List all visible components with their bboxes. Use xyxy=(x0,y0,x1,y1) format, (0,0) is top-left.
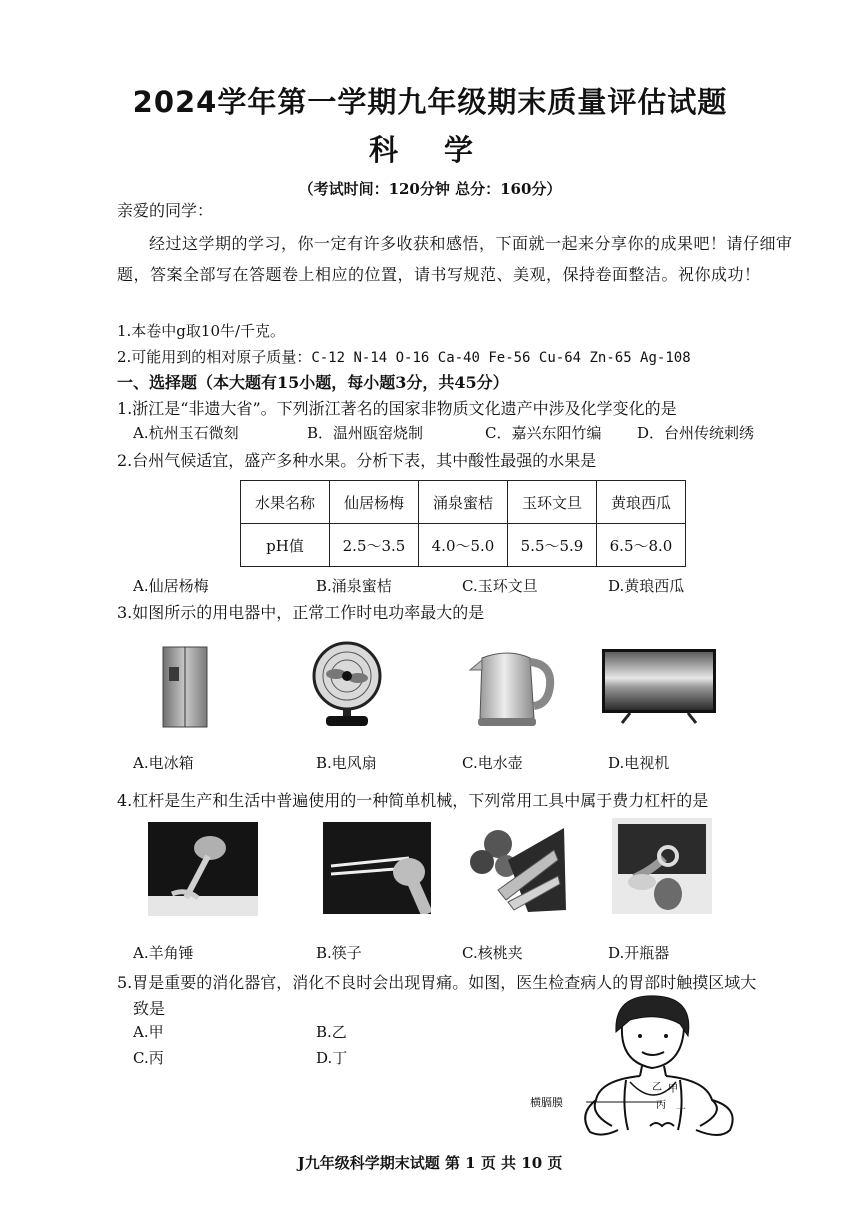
table-row xyxy=(241,524,686,567)
q5-option-b: B.乙 xyxy=(316,1023,347,1041)
diaphragm-label: 横膈膜 xyxy=(530,1096,563,1109)
q3-option-a: A.电冰箱 xyxy=(133,754,194,772)
label-bing: 丙 xyxy=(656,1100,666,1111)
q1-option-a: A.杭州玉石微刻 xyxy=(133,424,239,442)
table-cell: 4.0～5.0 xyxy=(419,524,508,567)
claw-hammer-image xyxy=(148,822,258,916)
patient-diagram xyxy=(530,990,770,1140)
table-cell: 涌泉蜜桔 xyxy=(419,481,508,524)
q3-option-d: D.电视机 xyxy=(608,754,670,772)
note-1: 1.本卷中g取10牛/千克。 xyxy=(117,322,286,340)
note-2-label: 2.可能用到的相对原子质量： xyxy=(117,348,312,366)
q5-option-a: A.甲 xyxy=(133,1023,164,1041)
table-cell: 黄琅西瓜 xyxy=(597,481,686,524)
table-cell: 水果名称 xyxy=(241,481,330,524)
q2-option-d: D.黄琅西瓜 xyxy=(608,577,685,595)
ph-table xyxy=(240,480,686,567)
intro-paragraph: 经过这学期的学习，你一定有许多收获和感悟，下面就一起来分享你的成果吧！请仔细审题，答案全部写在答题卷上相应的位置，请书写规范、美观，保持卷面整洁。祝你成功！ xyxy=(117,234,793,284)
label-yi: 乙 xyxy=(652,1082,662,1093)
table-cell: 仙居杨梅 xyxy=(330,481,419,524)
label-ding: 丁 xyxy=(676,1108,686,1119)
q1-stem: 1.浙江是“非遗大省”。下列浙江著名的国家非物质文化遗产中涉及化学变化的是 xyxy=(117,399,677,418)
bottle-opener-image xyxy=(612,818,712,914)
table-cell: pH值 xyxy=(241,524,330,567)
q1-option-d: D．台州传统刺绣 xyxy=(637,424,755,442)
q2-option-b: B.涌泉蜜桔 xyxy=(316,577,392,595)
q5-stem: 5.胃是重要的消化器官，消化不良时会出现胃痛。如图，医生检查病人的胃部时触摸区域大 xyxy=(117,973,757,992)
q4-option-a: A.羊角锤 xyxy=(133,944,194,962)
q4-stem: 4.杠杆是生产和生活中普遍使用的一种简单机械，下列常用工具中属于费力杠杆的是 xyxy=(117,791,709,810)
q2-stem: 2.台州气候适宜，盛产多种水果。分析下表，其中酸性最强的水果是 xyxy=(117,451,597,470)
label-jia: 甲 xyxy=(668,1084,678,1095)
electric-fan-image xyxy=(308,640,386,728)
table-cell: 2.5～3.5 xyxy=(330,524,419,567)
table-cell: 5.5～5.9 xyxy=(508,524,597,567)
table-row xyxy=(241,481,686,524)
note-2 xyxy=(117,346,691,367)
refrigerator-image xyxy=(155,645,215,730)
q2-option-c: C.玉环文旦 xyxy=(462,577,538,595)
table-cell: 玉环文旦 xyxy=(508,481,597,524)
exam-info: （考试时间：120分钟 总分：160分） xyxy=(298,180,562,198)
television-image xyxy=(600,647,718,727)
q5-stem-cont: 致是 xyxy=(133,999,166,1018)
q2-option-a: A.仙居杨梅 xyxy=(133,577,209,595)
atomic-masses: C-12 N-14 O-16 Ca-40 Fe-56 Cu-64 Zn-65 Ag-108 xyxy=(311,350,691,366)
subject-title: 科 学 xyxy=(368,133,492,167)
q3-option-c: C.电水壶 xyxy=(462,754,523,772)
q4-option-d: D.开瓶器 xyxy=(608,944,670,962)
q3-option-b: B.电风扇 xyxy=(316,754,377,772)
page-footer: J九年级科学期末试题 第 1 页 共 10 页 xyxy=(297,1154,563,1172)
chopsticks-image xyxy=(323,822,431,914)
q1-option-c: C．嘉兴东阳竹编 xyxy=(485,424,602,442)
section-heading: 一、选择题（本大题有15小题，每小题3分，共45分） xyxy=(117,373,509,392)
q4-option-b: B.筷子 xyxy=(316,944,362,962)
q5-option-d: D.丁 xyxy=(316,1049,348,1067)
table-cell: 6.5～8.0 xyxy=(597,524,686,567)
q1-option-b: B．温州瓯窑烧制 xyxy=(307,424,424,442)
q3-stem: 3.如图所示的用电器中，正常工作时电功率最大的是 xyxy=(117,603,485,622)
q4-option-c: C.核桃夹 xyxy=(462,944,523,962)
q5-option-c: C.丙 xyxy=(133,1049,164,1067)
exam-title: 2024学年第一学期九年级期末质量评估试题 xyxy=(132,85,728,119)
nutcracker-image xyxy=(468,820,568,916)
greeting: 亲爱的同学： xyxy=(117,201,214,220)
electric-kettle-image xyxy=(468,640,558,730)
